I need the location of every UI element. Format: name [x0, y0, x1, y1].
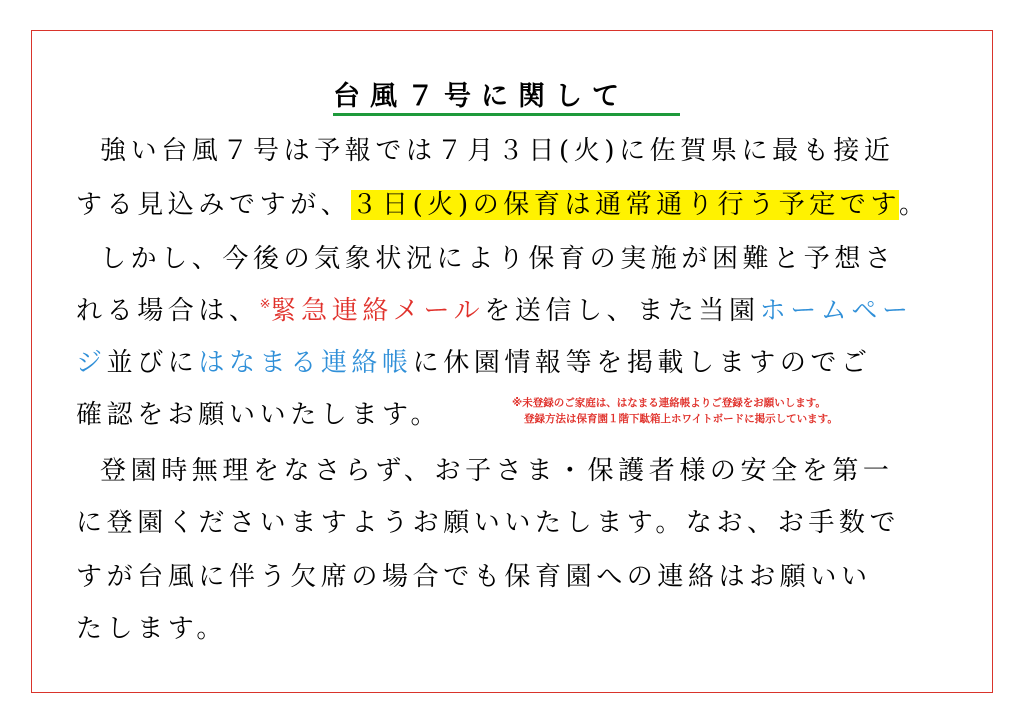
p2-line1: しかし、今後の気象状況により保育の実施が困難と予想さ — [100, 244, 896, 274]
p1-line2 — [76, 188, 930, 222]
note-reference-mark: ※ — [259, 297, 271, 312]
p2-line2 — [76, 294, 913, 328]
p2-line3-end: に休園情報等を掲載しますのでご — [412, 348, 872, 378]
registration-note-line2: 登録方法は保育園１階下駄箱上ホワイトボードに掲示しています。 — [524, 413, 838, 425]
highlighted-schedule: ３日(火)の保育は通常通り行う予定です — [351, 190, 900, 220]
p1-line1: 強い台風７号は予報では７月３日(火)に佐賀県に最も接近 — [100, 136, 895, 166]
p2-line3 — [76, 346, 872, 380]
p2-line4: 確認をお願いいたします。 — [76, 400, 442, 430]
hanamaru-notebook-text: はなまる連絡帳 — [198, 348, 413, 378]
p3-line1: 登園時無理をなさらず、お子さま・保護者様の安全を第一 — [100, 456, 894, 486]
p3-line4: たします。 — [76, 614, 227, 644]
title-underline — [333, 113, 680, 116]
p2-line2-mid: を送信し、また当園 — [484, 296, 760, 326]
p3-line3: すが台風に伴う欠席の場合でも保育園への連絡はお願いい — [76, 562, 872, 592]
notice-title: 台風７号に関して — [333, 81, 629, 112]
homepage-text: ホームペー — [759, 296, 913, 326]
p2-line3-mid: 並びに — [106, 348, 199, 378]
homepage-text-cont: ジ — [76, 348, 107, 378]
p1-line2-end: 。 — [899, 190, 930, 220]
registration-note-line1: ※未登録のご家庭は、はなまる連絡帳よりご登録をお願いします。 — [512, 397, 826, 409]
emergency-mail-text: 緊急連絡メール — [270, 296, 485, 326]
p2-line2-text: れる場合は、 — [76, 296, 260, 326]
p3-line2: に登園くださいますようお願いいたします。なお、お手数で — [76, 508, 901, 538]
p1-line2-text: する見込みですが、 — [76, 190, 352, 220]
